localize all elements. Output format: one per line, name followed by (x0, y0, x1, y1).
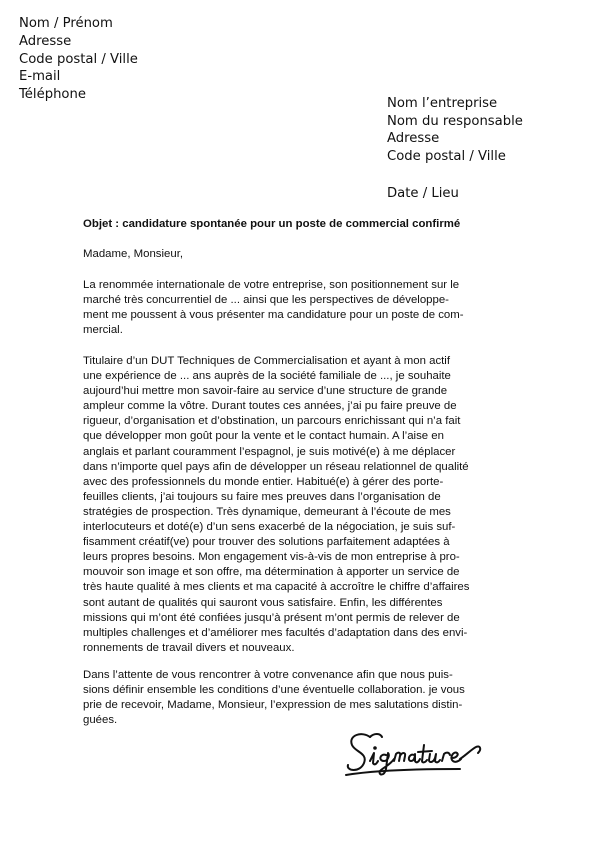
text-line: ment me poussent à vous présenter ma candidature pour un poste de com- (83, 309, 464, 322)
date-place: Date / Lieu (387, 186, 459, 201)
paragraph-body (83, 354, 513, 656)
text-line: guées. (83, 714, 118, 727)
handwritten-signature (340, 725, 490, 785)
text-line: prie de recevoir, Madame, Monsieur, l’expression de mes salutations distin- (83, 699, 463, 712)
text-line: très haute qualité à mes clients et ma capacité à accroître le chiffre d’affaires (83, 581, 470, 594)
text-line: interlocuteurs et doté(e) d’un sens exacerbé de la négociation, je suis suf- (83, 521, 456, 534)
text-line: feuilles clients, j’ai toujours su faire mes preuves dans l’organisation de (83, 490, 441, 503)
text-line: fisamment créatif(ve) pour trouver des solutions parfaitement adaptées à (83, 536, 450, 549)
subject-line: Objet : candidature spontanée pour un poste de commercial confirmé (83, 218, 461, 230)
text-line: leurs propres besoins. Mon engagement vis-à-vis de mon entreprise à pro- (83, 551, 460, 564)
text-line: ampleur comme la vôtre. Durant toutes ces années, j’ai pu faire preuve de (83, 400, 457, 413)
paragraph-closing (83, 668, 513, 728)
text-line: stratégies de prospection. Très dynamique, demeurant à l’écoute de mes (83, 505, 451, 518)
sender-name: Nom / Prénom (19, 16, 113, 31)
sender-phone: Téléphone (19, 87, 86, 103)
recipient-postal-city: Code postal / Ville (387, 148, 506, 164)
text-line: marché très concurrentiel de ... ainsi que les perspectives de développe- (83, 294, 449, 307)
text-line: ronnements de travail divers et nouveaux. (83, 641, 295, 654)
text-line: missions qui m’ont été confiées jusqu’à présent m’ont permis de relever de (83, 611, 460, 624)
text-line: mouvoir son image et son offre, ma détermination à apporter un service de (83, 566, 460, 579)
sender-block (19, 15, 138, 104)
salutation: Madame, Monsieur, (83, 248, 184, 260)
recipient-block (387, 95, 523, 165)
text-line: mercial. (83, 324, 123, 337)
sender-address: Adresse (19, 33, 72, 49)
text-line: multiples challenges et d’améliorer mes facultés d’adaptation dans des envi- (83, 626, 468, 639)
text-line: avec des professionnels du monde entier. Habitué(e) à gérer des porte- (83, 475, 444, 488)
recipient-manager: Nom du responsable (387, 113, 523, 129)
text-line: anglais et parlant couramment l’espagnol, je suis motivé(e) à me déplacer (83, 445, 456, 458)
text-line: aujourd’hui mettre mon savoir-faire au service d’une structure de grande (83, 385, 448, 398)
text-line: que développer mon goût pour la vente et le contact humain. A l’aise en (83, 430, 444, 443)
text-line: La renommée internationale de votre entreprise, son positionnement sur le (83, 279, 460, 291)
sender-postal-city: Code postal / Ville (19, 51, 138, 67)
paragraph-intro (83, 278, 513, 338)
recipient-company: Nom l’entreprise (387, 96, 498, 111)
sender-email: E-mail (19, 69, 61, 85)
text-line: Titulaire d’un DUT Techniques de Commercialisation et ayant à mon actif (83, 355, 450, 367)
text-line: Dans l’attente de vous rencontrer à votre convenance afin que nous puis- (83, 669, 453, 681)
recipient-address: Adresse (387, 131, 440, 147)
text-line: sions définir ensemble les conditions d’une éventuelle collaboration. je vous (83, 684, 465, 697)
text-line: rigueur, d’organisation et d’obstination, un parcours enrichissant qui n’a fait (83, 415, 461, 428)
text-line: dans n’importe quel pays afin de développer un réseau relationnel de qualité (83, 460, 469, 473)
text-line: une expérience de ... ans auprès de la société familiale de ..., je souhaite (83, 370, 451, 383)
text-line: sont autant de qualités qui sauront vous satisfaire. Enfin, les différentes (83, 596, 443, 609)
